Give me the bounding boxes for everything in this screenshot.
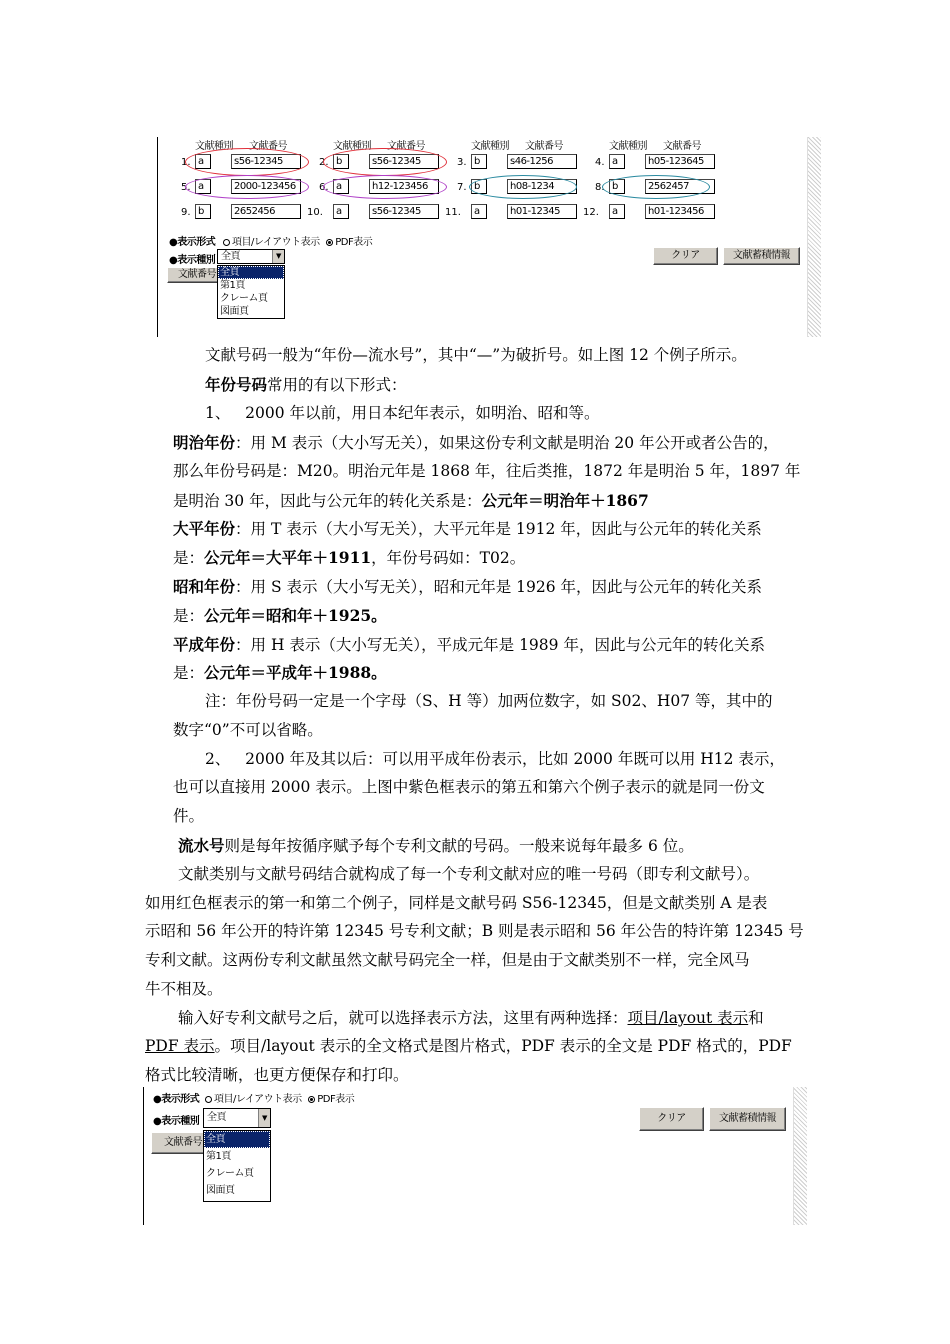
term-showa: 昭和年份: [173, 577, 236, 596]
column-header-type: 文献種別: [333, 141, 371, 152]
dropdown-option[interactable]: クレーム頁: [206, 1168, 254, 1179]
document-type-input[interactable]: a: [609, 204, 625, 219]
text-span: 是：: [173, 607, 205, 625]
paragraph-line: [173, 572, 762, 602]
text-span: ：用 T 表示（大小写无关），大平元年是 1912 年，因此与公元年的转化关系: [235, 520, 762, 538]
entry-number: 12.: [583, 207, 599, 218]
dropdown-option[interactable]: 第1頁: [206, 1151, 231, 1162]
entry-number: 7.: [457, 182, 467, 193]
select-value: 全頁: [221, 251, 240, 262]
paragraph-line: 文献类别与文献号码结合就构成了每一个专利文献对应的唯一号码（即专利文献号）。: [178, 865, 760, 883]
search-form-screenshot: [157, 137, 822, 337]
vertical-scrollbar[interactable]: [807, 137, 821, 337]
document-type-input[interactable]: b: [471, 154, 487, 169]
document-type-input[interactable]: b: [333, 154, 349, 169]
option-layout-label: 項目/レイアウト表示: [232, 237, 320, 248]
document-number-input[interactable]: s56-12345: [369, 154, 439, 169]
entry-number: 9.: [181, 207, 191, 218]
display-kind-dropdown[interactable]: [203, 1130, 271, 1202]
select-value: 全頁: [207, 1112, 226, 1123]
entry-number: 6.: [319, 182, 329, 193]
option-pdf-label: PDF表示: [335, 237, 373, 248]
paragraph-line: [178, 831, 694, 861]
column-header-number: 文献番号: [663, 141, 701, 152]
chevron-down-icon[interactable]: ▼: [258, 1109, 270, 1127]
document-type-input[interactable]: a: [333, 179, 349, 194]
term-meiji: 明治年份: [173, 433, 236, 452]
display-kind-dropdown[interactable]: [217, 265, 285, 319]
paragraph-line: 格式比较清晰，也更方便保存和打印。: [145, 1066, 409, 1084]
text-span: 和: [748, 1009, 764, 1027]
document-type-input[interactable]: a: [471, 204, 487, 219]
paragraph-line: 文献号码一般为“年份—流水号”，其中“—”为破折号。如上图 12 个例子所示。: [205, 346, 747, 364]
display-format-label: ●表示形式: [169, 237, 216, 248]
document-number-input[interactable]: h01-12345: [507, 204, 577, 219]
paragraph-line: 那么年份号码是：M20。明治元年是 1868 年，往后类推，1872 年是明治 5 年，1897 年: [173, 462, 801, 480]
document-number-input[interactable]: h12-123456: [369, 179, 439, 194]
text-span: 常用的有以下形式：: [267, 376, 407, 394]
panel-left-border: [143, 1087, 144, 1225]
dropdown-option[interactable]: 第1頁: [220, 280, 245, 291]
link-layout-display: 项目/layout 表示: [627, 1009, 749, 1027]
column-header-number: 文献番号: [525, 141, 563, 152]
display-format-options: [201, 1090, 354, 1105]
radio-layout[interactable]: [223, 239, 230, 246]
text-span: 是：: [173, 664, 205, 682]
document-type-input[interactable]: a: [195, 179, 211, 194]
radio-pdf[interactable]: [308, 1096, 315, 1103]
dropdown-option[interactable]: 全頁: [218, 266, 284, 279]
paragraph-line: [173, 428, 779, 458]
paragraph-line: [173, 601, 387, 631]
paragraph-line: [205, 370, 407, 400]
column-header-type: 文献種別: [609, 141, 647, 152]
paragraph-line: [145, 1032, 792, 1061]
text-span: ：用 S 表示（大小写无关），昭和元年是 1926 年，因此与公元年的转化关系: [235, 578, 763, 596]
radio-layout[interactable]: [205, 1096, 212, 1103]
formula-heisei: 公元年＝平成年＋1988。: [204, 663, 387, 682]
term-taisho: 大平年份: [173, 519, 236, 538]
formula-meiji: 公元年＝明治年＋1867: [481, 491, 649, 510]
formula-showa: 公元年＝昭和年＋1925。: [204, 606, 387, 625]
text-span: 是：: [173, 549, 205, 567]
text-span: ：用 H 表示（大小写无关），平成元年是 1989 年，因此与公元年的转化关系: [235, 636, 765, 654]
column-header-type: 文献種別: [471, 141, 509, 152]
paragraph-line: 件。: [173, 807, 205, 825]
dropdown-option[interactable]: 図面頁: [220, 306, 249, 317]
display-kind-select[interactable]: [217, 249, 285, 264]
panel-left-border: [157, 137, 158, 337]
column-header-type: 文献種別: [195, 141, 233, 152]
display-format-options: [219, 233, 372, 248]
paragraph-line: [173, 486, 649, 516]
dropdown-option[interactable]: 図面頁: [206, 1185, 235, 1196]
note-line: 注：年份号码一定是一个字母（S、H 等）加两位数字，如 S02、H07 等，其中的: [205, 692, 773, 710]
text-span: 输入好专利文献号之后，就可以选择表示方法，这里有两种选择：: [178, 1009, 628, 1027]
term-year-number: 年份号码: [205, 375, 268, 394]
list-item-1: 1、 2000 年以前，用日本纪年表示，如明治、昭和等。: [205, 404, 600, 422]
document-type-input[interactable]: a: [195, 154, 211, 169]
document-type-input[interactable]: b: [609, 179, 625, 194]
entry-number: 3.: [457, 157, 467, 168]
paragraph-line: 示昭和 56 年公开的特许第 12345 号专利文献；B 则是表示昭和 56 年公告的特许第 12345 号: [145, 922, 804, 940]
link-pdf-display: PDF 表示: [145, 1037, 215, 1055]
document-number-input[interactable]: 2000-123456: [231, 179, 301, 194]
entry-number: 4.: [595, 157, 605, 168]
term-serial-number: 流水号: [178, 836, 225, 855]
text-span: 。项目/layout 表示的全文格式是图片格式，PDF 表示的全文是 PDF 格式的，PDF: [214, 1037, 792, 1055]
clear-button[interactable]: クリア: [653, 247, 718, 265]
document-type-input[interactable]: a: [609, 154, 625, 169]
document-number-input[interactable]: s56-12345: [369, 204, 439, 219]
text-span: 是明治 30 年，因此与公元年的转化关系是：: [173, 492, 482, 510]
chevron-down-icon[interactable]: ▼: [272, 250, 284, 263]
paragraph-line: [173, 658, 387, 688]
paragraph-line: [173, 543, 525, 573]
dropdown-option[interactable]: クレーム頁: [220, 293, 268, 304]
paragraph-line: [173, 514, 762, 544]
document-number-button[interactable]: 文献番号: [167, 267, 227, 283]
text-span: ，年份号码如：T02。: [371, 549, 526, 567]
text-span: ：用 M 表示（大小写无关），如果这份专利文献是明治 20 年公开或者公告的，: [235, 434, 779, 452]
display-kind-label: ●表示種別: [169, 255, 216, 266]
option-pdf-label: PDF表示: [317, 1094, 355, 1105]
document-type-input[interactable]: b: [195, 204, 211, 219]
entry-number: 1.: [181, 157, 191, 168]
formula-taisho: 公元年＝大平年＋1911: [204, 548, 372, 567]
document-number-input[interactable]: s46-1256: [507, 154, 577, 169]
accumulation-info-button[interactable]: 文献蓄積情報: [723, 247, 800, 265]
term-heisei: 平成年份: [173, 635, 236, 654]
paragraph-line: 专利文献。这两份专利文献虽然文献号码完全一样，但是由于文献类别不一样，完全风马: [145, 951, 750, 969]
option-layout-label: 項目/レイアウト表示: [214, 1094, 302, 1105]
text-span: 则是每年按循序赋予每个专利文献的号码。一般来说每年最多 6 位。: [224, 837, 694, 855]
clear-button[interactable]: クリア: [639, 1107, 704, 1131]
dropdown-option[interactable]: 全頁: [204, 1131, 270, 1148]
document-number-input[interactable]: h08-1234: [507, 179, 577, 194]
document-number-button[interactable]: 文献番号: [151, 1132, 211, 1154]
note-line: 数字“0”不可以省略。: [173, 721, 323, 739]
accumulation-info-button[interactable]: 文献蓄積情報: [709, 1107, 786, 1131]
column-header-number: 文献番号: [387, 141, 425, 152]
document-number-input[interactable]: h05-123645: [645, 154, 715, 169]
paragraph-line: 也可以直接用 2000 表示。上图中紫色框表示的第五和第六个例子表示的就是同一份文: [173, 778, 765, 796]
document-type-input[interactable]: a: [333, 204, 349, 219]
list-item-2: 2、 2000 年及其以后：可以用平成年份表示，比如 2000 年既可以用 H12 表示，: [205, 750, 785, 768]
display-format-label: ●表示形式: [153, 1094, 200, 1105]
display-options-screenshot: [143, 1087, 808, 1225]
radio-pdf[interactable]: [326, 239, 333, 246]
display-kind-label: ●表示種別: [153, 1116, 200, 1127]
column-header-number: 文献番号: [249, 141, 287, 152]
document-number-input[interactable]: s56-12345: [231, 154, 301, 169]
display-kind-select[interactable]: [203, 1108, 271, 1128]
entry-number: 2.: [319, 157, 329, 168]
document-number-input[interactable]: h01-123456: [645, 204, 715, 219]
paragraph-line: [173, 630, 765, 660]
document-type-input[interactable]: b: [471, 179, 487, 194]
vertical-scrollbar[interactable]: [793, 1087, 807, 1225]
entry-number: 8.: [595, 182, 605, 193]
paragraph-line: 牛不相及。: [145, 980, 223, 998]
entry-number: 5.: [181, 182, 191, 193]
document-number-input[interactable]: 2562457: [645, 179, 715, 194]
entry-number: 11.: [445, 207, 461, 218]
paragraph-line: [178, 1004, 764, 1033]
document-number-input[interactable]: 2652456: [231, 204, 301, 219]
paragraph-line: 如用红色框表示的第一和第二个例子，同样是文献号码 S56-12345，但是文献类别 A 是表: [145, 894, 768, 912]
entry-number: 10.: [307, 207, 323, 218]
